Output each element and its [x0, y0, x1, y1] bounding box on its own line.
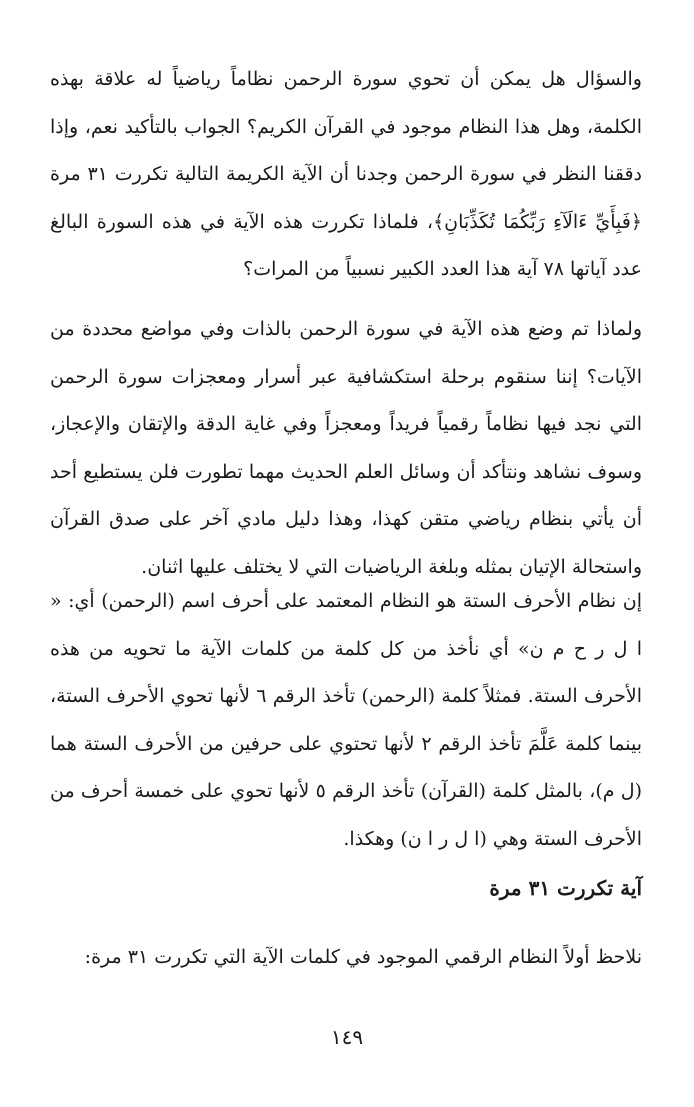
paragraph-six-letters-system: إن نظام الأحرف الستة هو النظام المعتمد على أحرف اسم (الرحمن) أي: « ا ل ر ح م ن» أي نأخذ من كل كلمة من كلمات الآية ما تحويه من هذه الأحرف الستة. فمثلاً كلمة (الرحمن) تأخذ الرقم ٦ لأنها تحوي الأحرف الستة، بينما كلمة عَلَّمَ تأخذ الرقم ٢ لأنها تحتوي على حرفين من الأحرف الستة هما (ل م)، بالمثل كلمة (القرآن) تأخذ الرقم ٥ لأنها تحوي على خمسة أحرف من الأحرف الستة وهي (ا ل ر ا ن) وهكذا. — [50, 590, 642, 850]
paragraph-question: والسؤال هل يمكن أن تحوي سورة الرحمن نظاماً رياضياً له علاقة بهذه الكلمة، وهل هذا النظام موجود في القرآن الكريم؟ الجواب بالتأكيد نعم، وإذا دققنا النظر في سورة الرحمن وجدنا أن الآية الكريمة التالية تكررت ٣١ مرة ﴿فَبِأَيِّ ءَالَآءِ رَبِّكُمَا تُكَذِّبَانِ﴾، فلماذا تكررت هذه الآية في هذه السورة البالغ عدد آياتها ٧٨ آية هذا العدد الكبير نسبياً من المرات؟ — [50, 68, 643, 280]
paragraph-note: نلاحظ أولاً النظام الرقمي الموجود في كلمات الآية التي تكررت ٣١ مرة: — [84, 946, 642, 968]
page-number: ١٤٩ — [330, 1025, 364, 1049]
section-heading: آية تكررت ٣١ مرة — [489, 876, 642, 900]
paragraph-why: ولماذا تم وضع هذه الآية في سورة الرحمن بالذات وفي مواضع محددة من الآيات؟ إننا سنقوم برحلة استكشافية عبر أسرار ومعجزات سورة الرحمن التي نجد فيها نظاماً رقمياً فريداً ومعجزاً وفي غاية الدقة والإتقان والإعجاز، وسوف نشاهد ونتأكد أن وسائل العلم الحديث مهما تطورت فلن يستطيع أحد أن يأتي بنظام رياضي متقن كهذا، وهذا دليل مادي آخر على صدق القرآن واستحالة الإتيان بمثله وبلغة الرياضيات التي لا يختلف عليها اثنان. — [50, 318, 642, 578]
